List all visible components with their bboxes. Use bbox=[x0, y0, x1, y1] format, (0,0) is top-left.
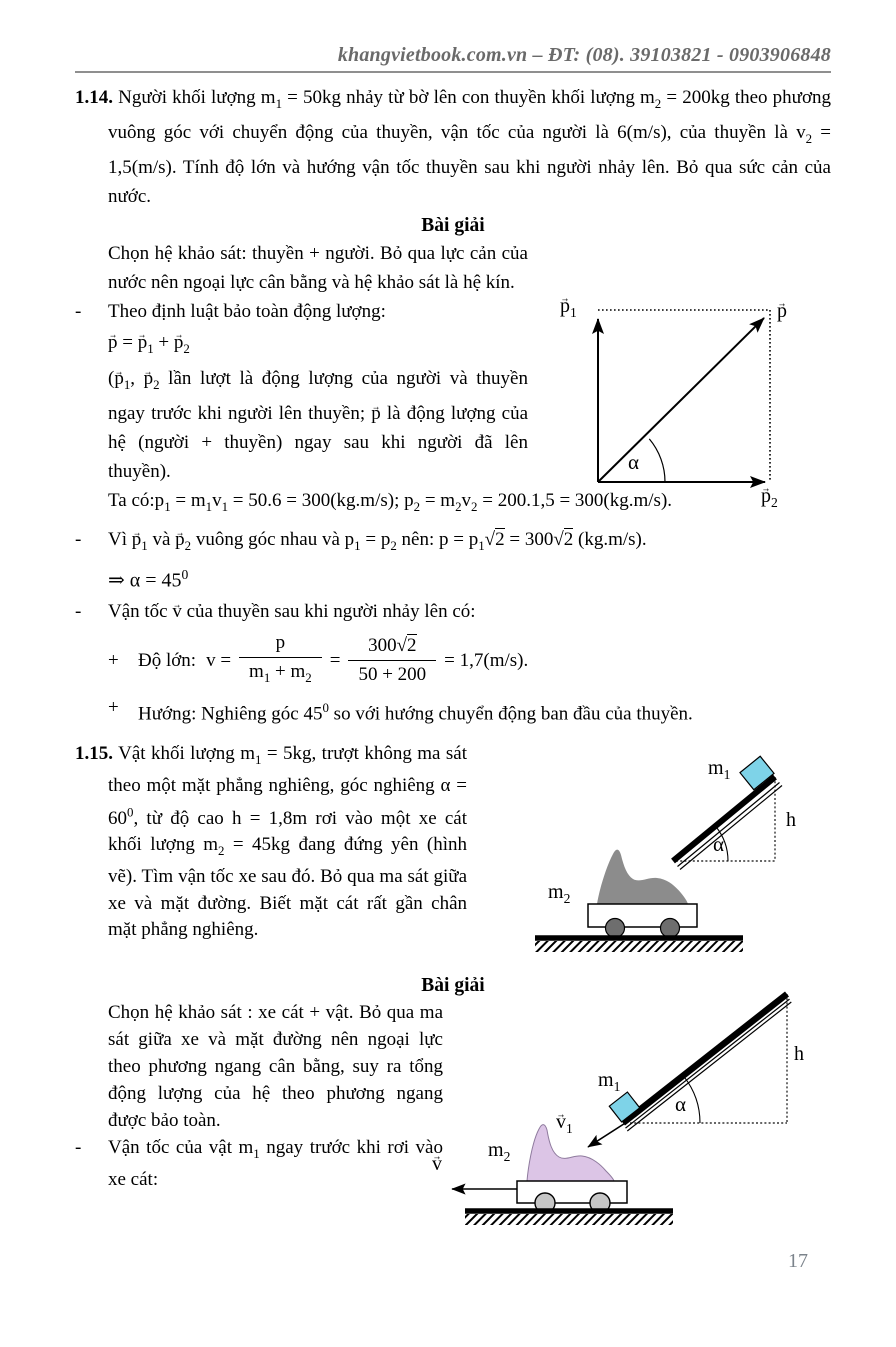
dash-marker: - bbox=[75, 528, 82, 550]
p-vector-label: → p bbox=[777, 300, 787, 322]
problem-1-14-statement: Người khối lượng $m_1 = 50kg$ nhảy từ bờ lên con thuyền khối lượng $m_2 = 200kg$ theo phương vuông góc với chuyển động của thuyền, vận tốc của người là 6(m/s), của thuyền là $v_2 = 1,5(m/s)$. Tính độ lớn và hướng vận tốc thuyền sau khi người nhảy lên. Bỏ qua sức cản của nước. bbox=[108, 87, 832, 207]
p2-vector-label: → $p_2$ bbox=[761, 485, 778, 514]
cart-wheel bbox=[661, 918, 680, 937]
solution-1-14-title: Bài giải bbox=[421, 214, 485, 236]
page-number: 17 bbox=[788, 1250, 808, 1272]
solution-1-14-bullet1: Theo định luật bảo toàn động lượng: bbox=[108, 300, 386, 322]
problem-1-15 bbox=[75, 741, 467, 944]
alpha-angle-arc bbox=[649, 438, 665, 481]
plus-marker: + bbox=[108, 697, 119, 719]
alpha-result-line: ⇒ $\alpha = 45^0$ bbox=[108, 566, 189, 592]
incline-underline-1 bbox=[678, 782, 780, 866]
v-label: → v bbox=[432, 1153, 442, 1175]
alpha-label: α bbox=[713, 831, 725, 856]
v1-velocity-arrow bbox=[588, 1120, 630, 1147]
ground-hatching bbox=[535, 941, 743, 952]
page-header bbox=[75, 0, 831, 73]
alpha-angle-label: α bbox=[628, 449, 640, 474]
incline-diagram-1-canvas bbox=[500, 741, 830, 971]
problem-1-14 bbox=[75, 83, 831, 211]
cart-body bbox=[517, 1181, 627, 1203]
dash-marker: - bbox=[75, 1136, 82, 1158]
problem-1-15-number: 1.15. bbox=[75, 742, 113, 764]
p-resultant-arrow bbox=[598, 318, 764, 482]
incline-underline-1 bbox=[626, 999, 790, 1128]
dash-marker: - bbox=[75, 601, 82, 623]
fraction-p-over-mass: $\frac{p}{m_1 + m_2}$ bbox=[239, 632, 322, 689]
direction-text: Hướng: Nghiêng góc $45^0$ so với hướng chuyển động ban đầu của thuyền. bbox=[138, 700, 693, 725]
m1-label: $m_1$ bbox=[598, 1068, 621, 1094]
problem-1-14-number: 1.14. bbox=[75, 87, 113, 108]
solution-1-15-para1: Chọn hệ khảo sát : xe cát + vật. Bỏ qua ma sát giữa xe và mặt đường nên ngoại lực theo phương ngang cân bằng, suy ra tổng động lượng của hệ theo phương ngang được bảo toàn. bbox=[108, 1001, 443, 1131]
problem-1-15-statement: Vật khối lượng $m_1 = 5kg$, trượt không ma sát theo một mặt phẳng nghiêng, góc nghiêng $\alpha = 60^0$, từ độ cao h = 1,8m rơi vào một xe cát khối lượng $m_2 = 45kg$ đang đứng yên (hình vẽ). Tìm vận tốc xe sau đó. Bỏ qua ma sát giữa xe và mặt đường. Biết mặt cát rất gần chân mặt phẳng nghiêng. bbox=[108, 742, 467, 941]
h-label: h bbox=[794, 1042, 804, 1065]
p1-vector-label: → $p_1$ bbox=[560, 295, 577, 324]
solution-1-14-computation: Ta $có:p_1 = m_1v_1 = 50.6 = 300(kg.m/s)$; $p_2 = m_2v_2 = 200.1,5 = 300(kg.m/s)$. bbox=[108, 490, 673, 514]
fraction-values: $\frac{300√2}{50 + 200}$ bbox=[348, 635, 436, 686]
incline-cart-diagram-2 bbox=[420, 981, 850, 1243]
plus-marker: + bbox=[108, 649, 119, 671]
ground-hatching bbox=[465, 1214, 673, 1225]
m2-label: $m_2$ bbox=[548, 880, 571, 906]
solution-1-14-bullet3: Vận tốc → v của thuyền sau khi người nhảy lên có: bbox=[108, 597, 831, 626]
solution-1-15 bbox=[75, 999, 831, 1245]
incline-diagram-2-canvas bbox=[420, 981, 850, 1243]
solution-1-15-bullet1: Vận tốc của vật $m_1$ ngay trước khi rơi vào xe cát: bbox=[108, 1136, 443, 1191]
cart-body bbox=[588, 904, 697, 927]
solution-1-15-title: Bài giải bbox=[421, 974, 485, 996]
incline-surface bbox=[623, 994, 787, 1123]
solution-1-14-para1: Chọn hệ khảo sát: thuyền + người. Bỏ qua lực cản của nước nên ngoại lực cân bằng và hệ khảo sát là hệ kín. bbox=[108, 242, 528, 293]
vector-diagram-canvas bbox=[560, 287, 810, 515]
m1-label: $m_1$ bbox=[708, 756, 731, 782]
incline-underline-2 bbox=[627, 1002, 791, 1131]
v1-label: → $v_1$ bbox=[556, 1111, 573, 1140]
magnitude-equation-row bbox=[75, 632, 831, 689]
alpha-label: α bbox=[675, 1091, 687, 1116]
velocity-result: = 1,7(m/s). bbox=[444, 649, 529, 671]
equals-sign: = bbox=[329, 649, 341, 671]
solution-1-14-para2: (→ $p_1$, → $p_2$ lần lượt là động lượng của người và thuyền ngay trước khi người lên thuyền; → p là động lượng của hệ (người + thuyền) ngay sau khi người đã lên thuyền). bbox=[108, 364, 528, 486]
magnitude-label: Độ lớn: bbox=[138, 649, 197, 671]
m2-label: $m_2$ bbox=[488, 1138, 511, 1164]
v-equals: v = bbox=[206, 649, 232, 671]
dash-marker: - bbox=[75, 300, 82, 322]
incline-underline-2 bbox=[680, 785, 782, 869]
h-label: h bbox=[786, 808, 796, 831]
header-website-phone: khangvietbook.com.vn – ĐT: (08). 39103821 - 0903906848 bbox=[337, 44, 831, 66]
cart-wheel bbox=[606, 918, 625, 937]
momentum-formula: → p = → $p_1$ + → $p_2$ bbox=[108, 326, 528, 365]
incline-cart-diagram-1 bbox=[500, 741, 830, 971]
momentum-vector-diagram bbox=[560, 287, 810, 515]
direction-row bbox=[75, 693, 831, 728]
problem-1-15-block bbox=[75, 741, 831, 971]
solution-1-14-bullet2: Vì → $p_1$ và → $p_2$ vuông góc nhau và $p_1 = p_2$ nên: $p = p_1√2 = 300√2$ (kg.m/s). bbox=[108, 525, 831, 560]
